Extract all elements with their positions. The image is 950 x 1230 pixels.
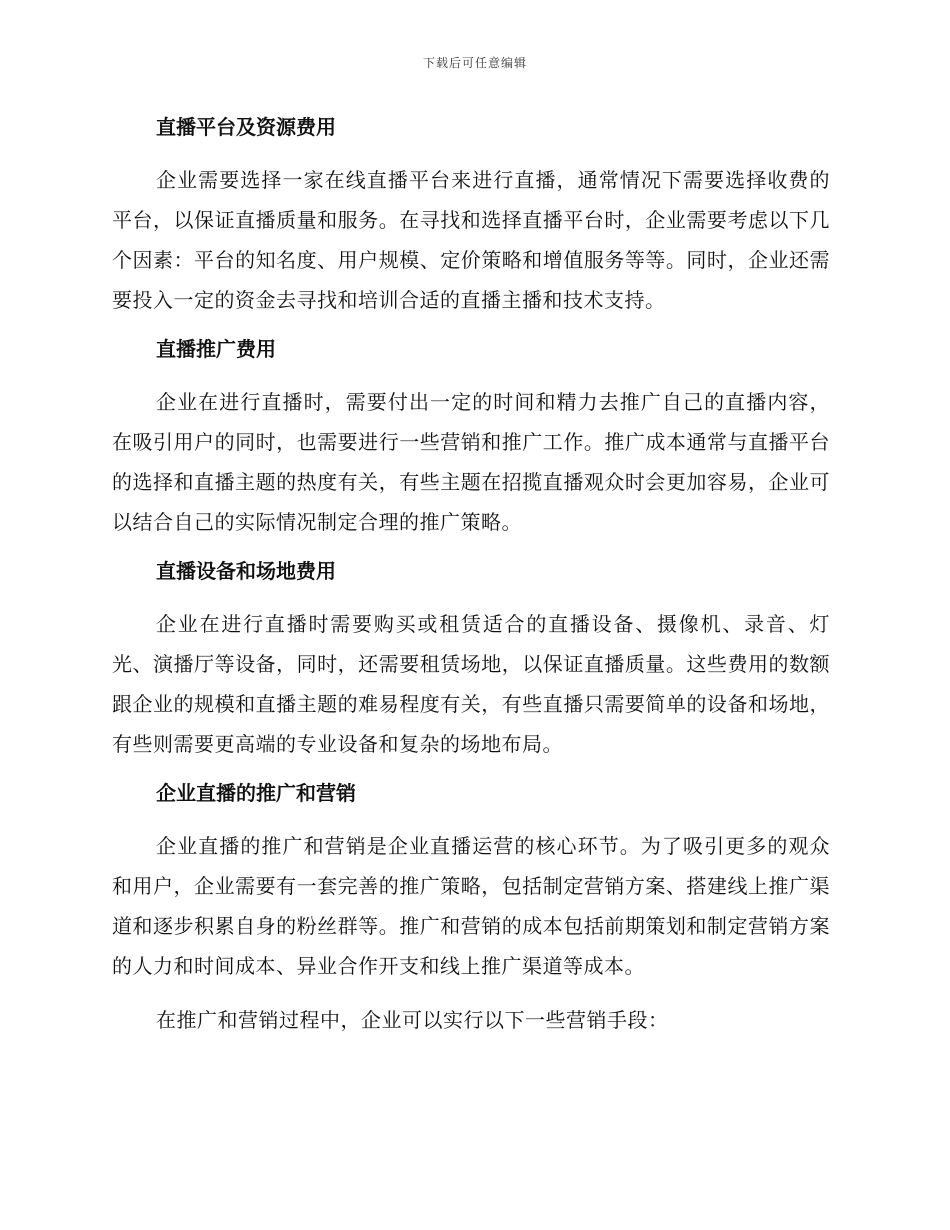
section-paragraph-marketing: 企业直播的推广和营销是企业直播运营的核心环节。为了吸引更多的观众和用户，企业需要有一套完善的推广策略，包括制定营销方案、搭建线上推广渠道和逐步积累自身的粉丝群等。推广和营销的成本包括前期策划和制定营销方案的人力和时间成本、异业合作开支和线上推广渠道等成本。: [112, 834, 830, 978]
section-heading-equipment: 直播设备和场地费用: [156, 559, 336, 583]
page-header: 下载后可任意编辑: [422, 56, 527, 70]
section-paragraph-platform: 企业需要选择一家在线直播平台来进行直播，通常情况下需要选择收费的平台，以保证直播质量和服务。在寻找和选择直播平台时，企业需要考虑以下几个因素：平台的知名度、用户规模、定价策略和增值服务等等。同时，企业还需要投入一定的资金去寻找和培训合适的直播主播和技术支持。: [112, 168, 830, 312]
document-body: [112, 112, 830, 1054]
section-paragraph-equipment: 企业在进行直播时需要购买或租赁适合的直播设备、摄像机、录音、灯光、演播厅等设备，同时，还需要租赁场地，以保证直播质量。这些费用的数额跟企业的规模和直播主题的难易程度有关，有些直播只需要简单的设备和场地，有些则需要更高端的专业设备和复杂的场地布局。: [112, 612, 830, 756]
section-paragraph-promotion: 企业在进行直播时，需要付出一定的时间和精力去推广自己的直播内容，在吸引用户的同时，也需要进行一些营销和推广工作。推广成本通常与直播平台的选择和直播主题的热度有关，有些主题在招揽直播观众时会更加容易，企业可以结合自己的实际情况制定合理的推广策略。: [112, 390, 830, 534]
section-heading-promotion: 直播推广费用: [156, 337, 276, 361]
section-heading-platform: 直播平台及资源费用: [156, 115, 336, 139]
closing-paragraph: 在推广和营销过程中，企业可以实行以下一些营销手段：: [156, 1008, 669, 1032]
section-heading-marketing: 企业直播的推广和营销: [156, 781, 356, 805]
